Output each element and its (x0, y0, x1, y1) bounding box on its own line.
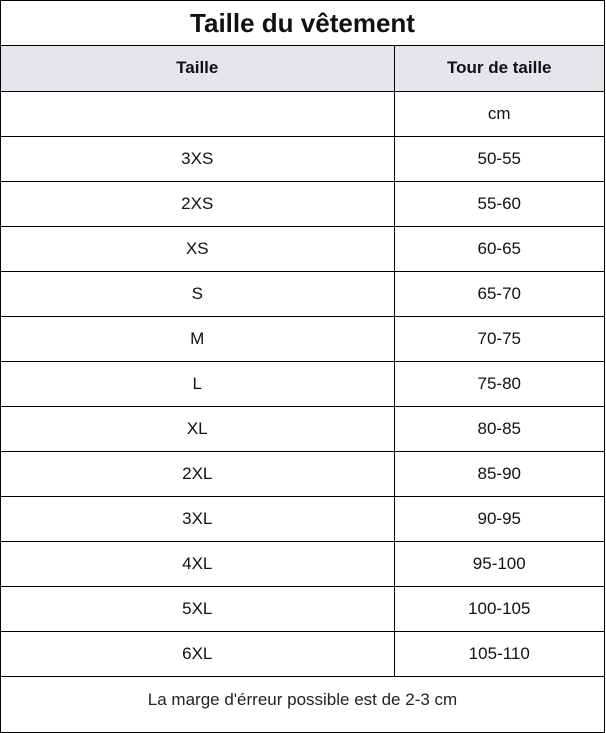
chart-title: Taille du vêtement (1, 1, 604, 46)
waist-cell: 105-110 (394, 631, 604, 676)
size-cell: 5XL (1, 586, 394, 631)
size-cell: L (1, 361, 394, 406)
waist-cell: 55-60 (394, 181, 604, 226)
size-cell: 2XS (1, 181, 394, 226)
table-row (1, 361, 604, 406)
table-row (1, 316, 604, 361)
size-table (1, 46, 604, 677)
size-cell: 3XS (1, 136, 394, 181)
error-margin-note: La marge d'érreur possible est de 2-3 cm (147, 690, 458, 709)
waist-cell: 65-70 (394, 271, 604, 316)
waist-cell: 95-100 (394, 541, 604, 586)
waist-cell: 85-90 (394, 451, 604, 496)
size-cell: M (1, 316, 394, 361)
table-row (1, 226, 604, 271)
table-row (1, 631, 604, 676)
size-cell: XL (1, 406, 394, 451)
table-row (1, 496, 604, 541)
table-row (1, 406, 604, 451)
table-row (1, 541, 604, 586)
size-cell: 4XL (1, 541, 394, 586)
header-waist: Tour de taille (394, 46, 604, 91)
waist-cell: 60-65 (394, 226, 604, 271)
header-row (1, 46, 604, 91)
size-cell: 3XL (1, 496, 394, 541)
unit-row (1, 91, 604, 136)
unit-waist: cm (394, 91, 604, 136)
table-row (1, 271, 604, 316)
waist-cell: 80-85 (394, 406, 604, 451)
waist-cell: 75-80 (394, 361, 604, 406)
size-cell: S (1, 271, 394, 316)
size-cell: 2XL (1, 451, 394, 496)
waist-cell: 100-105 (394, 586, 604, 631)
table-row (1, 586, 604, 631)
table-row (1, 181, 604, 226)
size-cell: XS (1, 226, 394, 271)
waist-cell: 50-55 (394, 136, 604, 181)
unit-size (1, 91, 394, 136)
waist-cell: 90-95 (394, 496, 604, 541)
header-size: Taille (1, 46, 394, 91)
table-row (1, 451, 604, 496)
table-row (1, 136, 604, 181)
size-cell: 6XL (1, 631, 394, 676)
waist-cell: 70-75 (394, 316, 604, 361)
